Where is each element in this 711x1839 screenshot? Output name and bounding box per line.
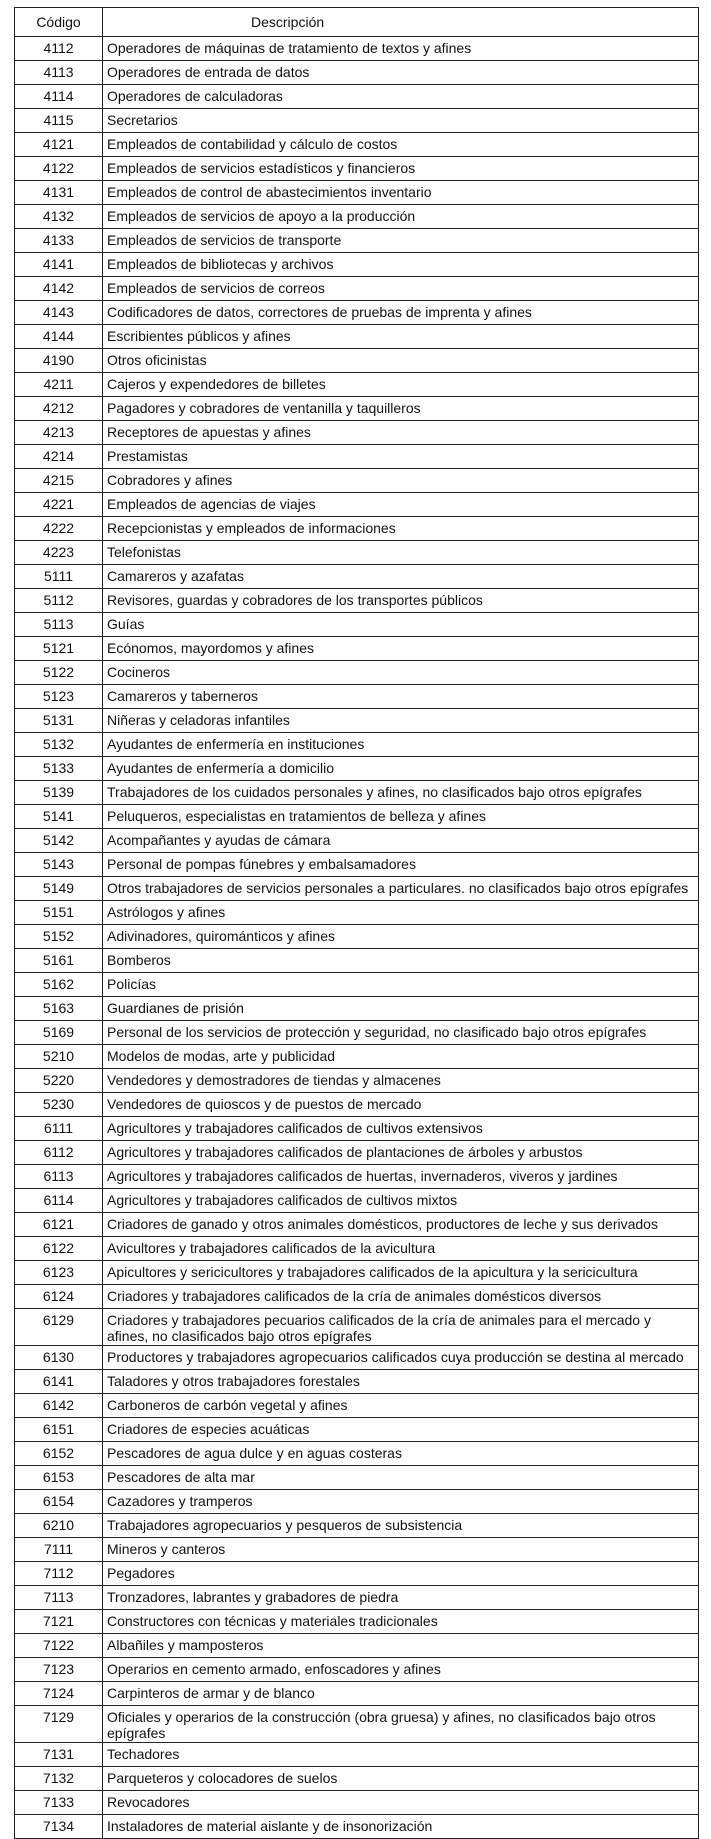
description-cell: Tronzadores, labrantes y grabadores de piedra [103, 1586, 699, 1610]
code-cell: 4222 [15, 517, 103, 541]
code-cell: 5149 [15, 877, 103, 901]
description-cell: Personal de pompas fúnebres y embalsamadores [103, 853, 699, 877]
table-row [15, 349, 699, 373]
code-cell: 6142 [15, 1394, 103, 1418]
table-row [15, 757, 699, 781]
description-cell: Ayudantes de enfermería a domicilio [103, 757, 699, 781]
table-row [15, 589, 699, 613]
table-row [15, 685, 699, 709]
table-row [15, 397, 699, 421]
code-cell: 4142 [15, 277, 103, 301]
code-cell: 4190 [15, 349, 103, 373]
description-cell: Receptores de apuestas y afines [103, 421, 699, 445]
code-cell: 6123 [15, 1261, 103, 1285]
description-cell: Prestamistas [103, 445, 699, 469]
code-cell: 4131 [15, 181, 103, 205]
table-row [15, 1021, 699, 1045]
code-cell: 6122 [15, 1237, 103, 1261]
table-row [15, 829, 699, 853]
code-cell: 5141 [15, 805, 103, 829]
description-column-header: Descripción [103, 8, 699, 37]
code-cell: 7133 [15, 1791, 103, 1815]
description-cell: Criadores y trabajadores pecuarios calificados de la cría de animales para el mercado y afines, no clasificados bajo otros epígrafes [103, 1309, 699, 1346]
code-cell: 4114 [15, 85, 103, 109]
description-cell: Personal de los servicios de protección y seguridad, no clasificado bajo otros epígrafes [103, 1021, 699, 1045]
description-cell: Camareros y taberneros [103, 685, 699, 709]
code-cell: 7131 [15, 1743, 103, 1767]
description-cell: Astrólogos y afines [103, 901, 699, 925]
table-row [15, 733, 699, 757]
table-row [15, 613, 699, 637]
description-cell: Ayudantes de enfermería en instituciones [103, 733, 699, 757]
description-cell: Niñeras y celadoras infantiles [103, 709, 699, 733]
table-row [15, 205, 699, 229]
table-row [15, 637, 699, 661]
code-cell: 6154 [15, 1490, 103, 1514]
description-cell: Empleados de control de abastecimientos inventario [103, 181, 699, 205]
table-row [15, 1610, 699, 1634]
description-cell: Techadores [103, 1743, 699, 1767]
code-cell: 4211 [15, 373, 103, 397]
table-row [15, 1658, 699, 1682]
description-cell: Agricultores y trabajadores calificados de plantaciones de árboles y arbustos [103, 1141, 699, 1165]
table-row [15, 1189, 699, 1213]
description-cell: Cocineros [103, 661, 699, 685]
description-cell: Criadores de ganado y otros animales domésticos, productores de leche y sus derivados [103, 1213, 699, 1237]
code-cell: 4221 [15, 493, 103, 517]
code-cell: 5111 [15, 565, 103, 589]
description-cell: Escribientes públicos y afines [103, 325, 699, 349]
table-body [15, 37, 699, 1839]
description-cell: Criadores y trabajadores calificados de la cría de animales domésticos diversos [103, 1285, 699, 1309]
code-cell: 5163 [15, 997, 103, 1021]
description-cell: Pescadores de agua dulce y en aguas costeras [103, 1442, 699, 1466]
table-row [15, 109, 699, 133]
description-cell: Carboneros de carbón vegetal y afines [103, 1394, 699, 1418]
description-cell: Ecónomos, mayordomos y afines [103, 637, 699, 661]
table-row [15, 277, 699, 301]
table-row [15, 1706, 699, 1743]
description-cell: Pescadores de alta mar [103, 1466, 699, 1490]
table-row [15, 61, 699, 85]
description-cell: Avicultores y trabajadores calificados de la avicultura [103, 1237, 699, 1261]
table-row [15, 1466, 699, 1490]
table-row [15, 1743, 699, 1767]
table-row [15, 1514, 699, 1538]
code-column-header: Código [15, 8, 103, 37]
description-cell: Vendedores y demostradores de tiendas y almacenes [103, 1069, 699, 1093]
description-cell: Empleados de servicios de transporte [103, 229, 699, 253]
table-row [15, 925, 699, 949]
table-row [15, 229, 699, 253]
code-cell: 5123 [15, 685, 103, 709]
description-cell: Mineros y canteros [103, 1538, 699, 1562]
code-cell: 5162 [15, 973, 103, 997]
code-cell: 5139 [15, 781, 103, 805]
code-cell: 5152 [15, 925, 103, 949]
table-row [15, 517, 699, 541]
description-cell: Empleados de bibliotecas y archivos [103, 253, 699, 277]
description-cell: Modelos de modas, arte y publicidad [103, 1045, 699, 1069]
description-cell: Otros oficinistas [103, 349, 699, 373]
code-cell: 4115 [15, 109, 103, 133]
table-row [15, 1141, 699, 1165]
code-cell: 5122 [15, 661, 103, 685]
table-row [15, 1767, 699, 1791]
code-cell: 6152 [15, 1442, 103, 1466]
code-cell: 6111 [15, 1117, 103, 1141]
table-row [15, 493, 699, 517]
code-cell: 4223 [15, 541, 103, 565]
description-cell: Pegadores [103, 1562, 699, 1586]
code-cell: 6153 [15, 1466, 103, 1490]
code-cell: 7129 [15, 1706, 103, 1743]
code-cell: 7124 [15, 1682, 103, 1706]
table-row [15, 1285, 699, 1309]
description-cell: Acompañantes y ayudas de cámara [103, 829, 699, 853]
description-cell: Agricultores y trabajadores calificados de cultivos extensivos [103, 1117, 699, 1141]
code-cell: 5220 [15, 1069, 103, 1093]
description-cell: Secretarios [103, 109, 699, 133]
code-cell: 6129 [15, 1309, 103, 1346]
occupation-codes-table [14, 7, 699, 1839]
table-row [15, 1538, 699, 1562]
code-cell: 6124 [15, 1285, 103, 1309]
code-cell: 7122 [15, 1634, 103, 1658]
description-cell: Camareros y azafatas [103, 565, 699, 589]
table-row [15, 973, 699, 997]
table-row [15, 253, 699, 277]
table-row [15, 1069, 699, 1093]
code-cell: 6112 [15, 1141, 103, 1165]
description-cell: Otros trabajadores de servicios personales a particulares. no clasificados bajo otros epígrafes [103, 877, 699, 901]
description-cell: Empleados de servicios de apoyo a la producción [103, 205, 699, 229]
code-cell: 5142 [15, 829, 103, 853]
description-cell: Cazadores y tramperos [103, 1490, 699, 1514]
code-cell: 5151 [15, 901, 103, 925]
code-cell: 4215 [15, 469, 103, 493]
table-row [15, 1309, 699, 1346]
code-cell: 6130 [15, 1346, 103, 1370]
description-cell: Parqueteros y colocadores de suelos [103, 1767, 699, 1791]
description-cell: Operadores de máquinas de tratamiento de textos y afines [103, 37, 699, 61]
description-cell: Trabajadores de los cuidados personales y afines, no clasificados bajo otros epígrafes [103, 781, 699, 805]
table-row [15, 301, 699, 325]
description-cell: Operadores de entrada de datos [103, 61, 699, 85]
code-cell: 7113 [15, 1586, 103, 1610]
table-row [15, 1045, 699, 1069]
description-cell: Empleados de servicios de correos [103, 277, 699, 301]
code-cell: 4112 [15, 37, 103, 61]
description-cell: Instaladores de material aislante y de insonorización [103, 1815, 699, 1839]
code-cell: 4132 [15, 205, 103, 229]
code-cell: 5230 [15, 1093, 103, 1117]
code-cell: 5169 [15, 1021, 103, 1045]
table-row [15, 1586, 699, 1610]
description-cell: Codificadores de datos, correctores de pruebas de imprenta y afines [103, 301, 699, 325]
table-row [15, 37, 699, 61]
table-row [15, 1093, 699, 1117]
code-cell: 4113 [15, 61, 103, 85]
description-cell: Empleados de contabilidad y cálculo de costos [103, 133, 699, 157]
code-cell: 7121 [15, 1610, 103, 1634]
table-row [15, 1682, 699, 1706]
table-row [15, 1442, 699, 1466]
table-row [15, 157, 699, 181]
table-row [15, 1237, 699, 1261]
code-cell: 4121 [15, 133, 103, 157]
description-cell: Oficiales y operarios de la construcción (obra gruesa) y afines, no clasificados bajo otros epígrafes [103, 1706, 699, 1743]
code-cell: 7123 [15, 1658, 103, 1682]
table-row [15, 997, 699, 1021]
table-row [15, 1634, 699, 1658]
table-row [15, 1261, 699, 1285]
table-row [15, 1394, 699, 1418]
table-row [15, 133, 699, 157]
code-cell: 5112 [15, 589, 103, 613]
description-cell: Bomberos [103, 949, 699, 973]
code-cell: 5113 [15, 613, 103, 637]
table-row [15, 541, 699, 565]
description-cell: Empleados de servicios estadísticos y financieros [103, 157, 699, 181]
code-cell: 7134 [15, 1815, 103, 1839]
description-cell: Carpinteros de armar y de blanco [103, 1682, 699, 1706]
table-row [15, 469, 699, 493]
description-cell: Vendedores de quioscos y de puestos de mercado [103, 1093, 699, 1117]
description-cell: Constructores con técnicas y materiales tradicionales [103, 1610, 699, 1634]
table-row [15, 1370, 699, 1394]
code-cell: 5121 [15, 637, 103, 661]
description-cell: Revocadores [103, 1791, 699, 1815]
table-row [15, 853, 699, 877]
code-cell: 5210 [15, 1045, 103, 1069]
code-cell: 7112 [15, 1562, 103, 1586]
code-cell: 4214 [15, 445, 103, 469]
description-cell: Pagadores y cobradores de ventanilla y taquilleros [103, 397, 699, 421]
description-cell: Revisores, guardas y cobradores de los transportes públicos [103, 589, 699, 613]
code-cell: 6141 [15, 1370, 103, 1394]
table-row [15, 85, 699, 109]
description-cell: Peluqueros, especialistas en tratamientos de belleza y afines [103, 805, 699, 829]
table-row [15, 877, 699, 901]
description-cell: Guías [103, 613, 699, 637]
table-row [15, 1562, 699, 1586]
table-row [15, 1490, 699, 1514]
table-row [15, 1213, 699, 1237]
table-header-row [15, 8, 699, 37]
description-cell: Empleados de agencias de viajes [103, 493, 699, 517]
code-cell: 5143 [15, 853, 103, 877]
table-row [15, 1346, 699, 1370]
code-cell: 6210 [15, 1514, 103, 1538]
description-cell: Taladores y otros trabajadores forestales [103, 1370, 699, 1394]
code-cell: 6114 [15, 1189, 103, 1213]
table-row [15, 1165, 699, 1189]
table-row [15, 181, 699, 205]
table-row [15, 421, 699, 445]
table-row [15, 661, 699, 685]
table-row [15, 1418, 699, 1442]
description-cell: Criadores de especies acuáticas [103, 1418, 699, 1442]
table-row [15, 565, 699, 589]
description-cell: Guardianes de prisión [103, 997, 699, 1021]
code-cell: 5131 [15, 709, 103, 733]
code-cell: 7132 [15, 1767, 103, 1791]
table-row [15, 1815, 699, 1839]
description-cell: Recepcionistas y empleados de informaciones [103, 517, 699, 541]
code-cell: 4212 [15, 397, 103, 421]
description-cell: Albañiles y mamposteros [103, 1634, 699, 1658]
code-cell: 4143 [15, 301, 103, 325]
table-row [15, 445, 699, 469]
description-cell: Adivinadores, quirománticos y afines [103, 925, 699, 949]
description-cell: Policías [103, 973, 699, 997]
table-row [15, 325, 699, 349]
code-cell: 5161 [15, 949, 103, 973]
description-cell: Apicultores y sericicultores y trabajadores calificados de la apicultura y la sericicultura [103, 1261, 699, 1285]
table-row [15, 949, 699, 973]
code-cell: 6121 [15, 1213, 103, 1237]
table-row [15, 781, 699, 805]
code-cell: 7111 [15, 1538, 103, 1562]
description-cell: Trabajadores agropecuarios y pesqueros de subsistencia [103, 1514, 699, 1538]
table-row [15, 805, 699, 829]
code-cell: 5132 [15, 733, 103, 757]
description-cell: Productores y trabajadores agropecuarios calificados cuya producción se destina al mercado [103, 1346, 699, 1370]
code-cell: 6113 [15, 1165, 103, 1189]
code-cell: 5133 [15, 757, 103, 781]
description-cell: Operarios en cemento armado, enfoscadores y afines [103, 1658, 699, 1682]
description-cell: Telefonistas [103, 541, 699, 565]
description-cell: Agricultores y trabajadores calificados de cultivos mixtos [103, 1189, 699, 1213]
code-cell: 6151 [15, 1418, 103, 1442]
description-cell: Cobradores y afines [103, 469, 699, 493]
code-cell: 4133 [15, 229, 103, 253]
table-row [15, 373, 699, 397]
code-cell: 4122 [15, 157, 103, 181]
table-row [15, 1791, 699, 1815]
table-row [15, 901, 699, 925]
code-cell: 4213 [15, 421, 103, 445]
description-cell: Operadores de calculadoras [103, 85, 699, 109]
description-cell: Agricultores y trabajadores calificados de huertas, invernaderos, viveros y jardines [103, 1165, 699, 1189]
code-cell: 4144 [15, 325, 103, 349]
table-row [15, 709, 699, 733]
code-cell: 4141 [15, 253, 103, 277]
description-cell: Cajeros y expendedores de billetes [103, 373, 699, 397]
table-row [15, 1117, 699, 1141]
